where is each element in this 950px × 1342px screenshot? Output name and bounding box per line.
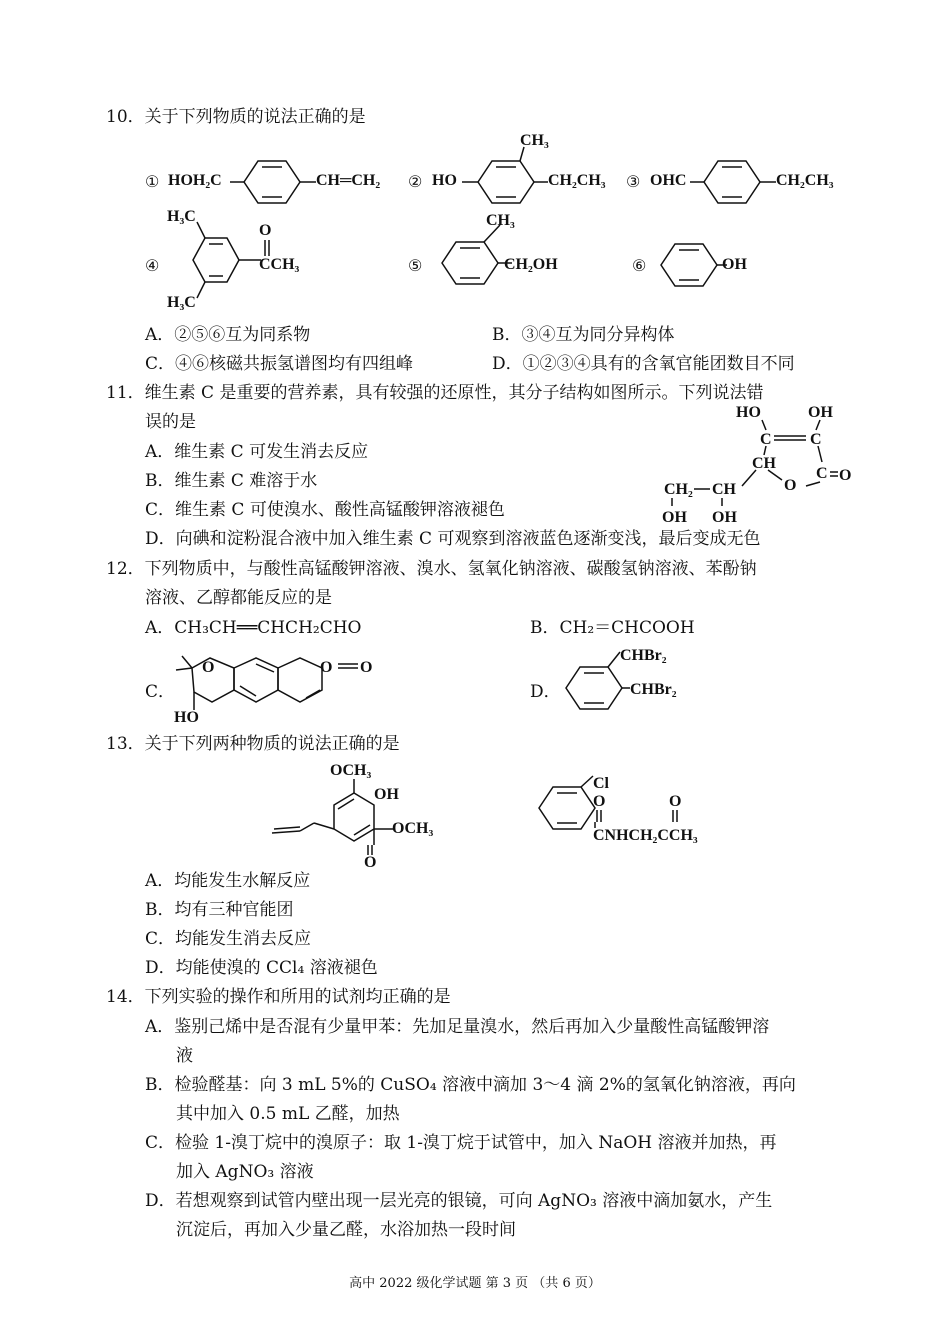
q10-m5-right-group: CH₂OH — [504, 256, 558, 273]
q12-c-hydroxyl: HO — [174, 709, 199, 726]
q13-m2-chain: CNHCH₂CCH₃ — [593, 827, 698, 844]
q10-option-d: D．①②③④具有的含氧官能团数目不同 — [492, 354, 795, 374]
q10-m4-right-group: CCH₃ — [259, 256, 300, 273]
q10-m2-number: ② — [408, 174, 423, 191]
q13-option-a: A．均能发生水解反应 — [145, 871, 311, 891]
q11-stem-line1: 11．维生素 C 是重要的营养素，具有较强的还原性，其分子结构如图所示。下列说法错 — [106, 383, 764, 403]
q13-stem: 13．关于下列两种物质的说法正确的是 — [106, 734, 400, 754]
q14-option-c-line2: 加入 AgNO₃ 溶液 — [176, 1162, 314, 1182]
q11-struct-oh1: OH — [662, 509, 687, 526]
q12-option-d-structure — [560, 640, 700, 720]
q13-m1-methoxy-top: OCH₃ — [330, 762, 372, 779]
q10-m3-benzene-ring — [690, 155, 780, 211]
q14-stem: 14．下列实验的操作和所用的试剂均正确的是 — [106, 987, 451, 1007]
q12-option-c-structure — [170, 650, 400, 728]
q11-option-b: B．维生素 C 难溶于水 — [145, 471, 318, 491]
q14-option-b-line2: 其中加入 0.5 mL 乙醛，加热 — [176, 1104, 400, 1124]
q11-struct-ho: HO — [736, 404, 761, 421]
q10-m3-left-group: OHC — [650, 172, 687, 189]
q12-option-a: A．CH₃CH══CHCH₂CHO — [145, 618, 362, 638]
q12-stem-line1: 12．下列物质中，与酸性高锰酸钾溶液、溴水、氢氧化钠溶液、碳酸氢钠溶液、苯酚钠 — [106, 559, 757, 579]
q11-struct-c3: C — [816, 465, 828, 482]
q12-d-right-group: CHBr₂ — [630, 681, 677, 698]
q10-stem: 10．关于下列物质的说法正确的是 — [106, 107, 366, 127]
q12-c-ring-oxygen: O — [202, 659, 215, 676]
q13-m2-oxygen-2: O — [669, 793, 682, 810]
q10-m3-number: ③ — [626, 174, 641, 191]
q13-option-c: C．均能发生消去反应 — [145, 929, 312, 949]
q10-m5-number: ⑤ — [408, 258, 423, 275]
q13-option-d: D．均能使溴的 CCl₄ 溶液褪色 — [145, 958, 378, 978]
q11-struct-o-ring: O — [784, 477, 797, 494]
q10-m3-right-group: CH₂CH₃ — [776, 172, 834, 189]
q12-option-b: B．CH₂＝CHCOOH — [530, 618, 695, 638]
q11-struct-ch: CH — [712, 481, 736, 498]
q12-stem-line2: 溶液、乙醇都能反应的是 — [145, 588, 332, 608]
q13-m1-carbonyl-oxygen: O — [364, 854, 377, 871]
q11-stem-line2: 误的是 — [145, 412, 196, 432]
q12-option-c-label: C． — [145, 682, 176, 702]
q10-m5-top-group: CH₃ — [486, 212, 515, 229]
q11-vitamin-c-structure — [650, 400, 850, 525]
q11-option-a: A．维生素 C 可发生消去反应 — [145, 442, 369, 462]
q10-m4-bottom-group: H₃C — [167, 294, 196, 311]
q11-struct-c1: C — [760, 431, 772, 448]
q11-struct-oh: OH — [808, 404, 833, 421]
q10-m4-carbonyl-oxygen: O — [259, 222, 272, 239]
q11-struct-ch2: CH₂ — [664, 481, 693, 498]
q13-molecule-2 — [535, 772, 735, 852]
q10-m1-right-group: CH═CH₂ — [316, 172, 381, 189]
q10-m2-top-group: CH₃ — [520, 132, 549, 149]
q12-c-carbonyl-oxygen: O — [360, 659, 373, 676]
q10-option-a: A．②⑤⑥互为同系物 — [145, 325, 311, 345]
q11-option-c: C．维生素 C 可使溴水、酸性高锰酸钾溶液褪色 — [145, 500, 505, 520]
q10-m2-right-group: CH₂CH₃ — [548, 172, 606, 189]
q14-option-a-line1: A．鉴别己烯中是否混有少量甲苯：先加足量溴水，然后再加入少量酸性高锰酸钾溶 — [145, 1017, 770, 1037]
q13-m2-oxygen-1: O — [593, 793, 606, 810]
q10-m2-left-group: HO — [432, 172, 457, 189]
q10-m6-right-group: OH — [722, 256, 747, 273]
q13-option-b: B．均有三种官能团 — [145, 900, 294, 920]
q12-c-lactone-oxygen: O — [320, 659, 333, 676]
q11-struct-o-keto: O — [839, 467, 852, 484]
q11-struct-oh2: OH — [712, 509, 737, 526]
q10-m4-top-group: H₃C — [167, 208, 196, 225]
q11-struct-ch: CH — [752, 455, 776, 472]
q14-option-d-line2: 沉淀后，再加入少量乙醛，水浴加热一段时间 — [176, 1220, 516, 1240]
q10-m1-left-group: HOH₂C — [168, 172, 222, 189]
q10-m1-benzene-ring — [230, 155, 320, 211]
q14-option-d-line1: D．若想观察到试管内壁出现一层光亮的银镜，可向 AgNO₃ 溶液中滴加氨水，产生 — [145, 1191, 773, 1211]
page-footer: 高中 2022 级化学试题 第 3 页 （共 6 页） — [349, 1276, 601, 1291]
q11-option-d: D．向碘和淀粉混合液中加入维生素 C 可观察到溶液蓝色逐渐变浅，最后变成无色 — [145, 529, 761, 549]
q10-option-c: C．④⑥核磁共振氢谱图均有四组峰 — [145, 354, 414, 374]
q10-option-b: B．③④互为同分异构体 — [492, 325, 675, 345]
q13-molecule-1 — [270, 755, 450, 871]
q10-m6-number: ⑥ — [632, 258, 647, 275]
q13-m1-methoxy-right: OCH₃ — [392, 820, 434, 837]
q10-m2-benzene-ring — [462, 145, 562, 211]
q10-m1-number: ① — [145, 174, 160, 191]
q10-m4-benzene-ring — [185, 222, 270, 302]
q10-m4-number: ④ — [145, 258, 160, 275]
q12-d-top-group: CHBr₂ — [620, 647, 667, 664]
q11-struct-c2: C — [810, 431, 822, 448]
q14-option-b-line1: B．检验醛基：向 3 mL 5%的 CuSO₄ 溶液中滴加 3～4 滴 2%的氢氧化钠溶液，再向 — [145, 1075, 796, 1095]
q13-m2-chlorine: Cl — [593, 775, 609, 792]
q14-option-c-line1: C．检验 1-溴丁烷中的溴原子：取 1-溴丁烷于试管中，加入 NaOH 溶液并加热，再 — [145, 1133, 777, 1153]
q13-m1-hydroxyl: OH — [374, 786, 399, 803]
q14-option-a-line2: 液 — [176, 1046, 193, 1066]
q12-option-d-label: D． — [530, 682, 561, 702]
